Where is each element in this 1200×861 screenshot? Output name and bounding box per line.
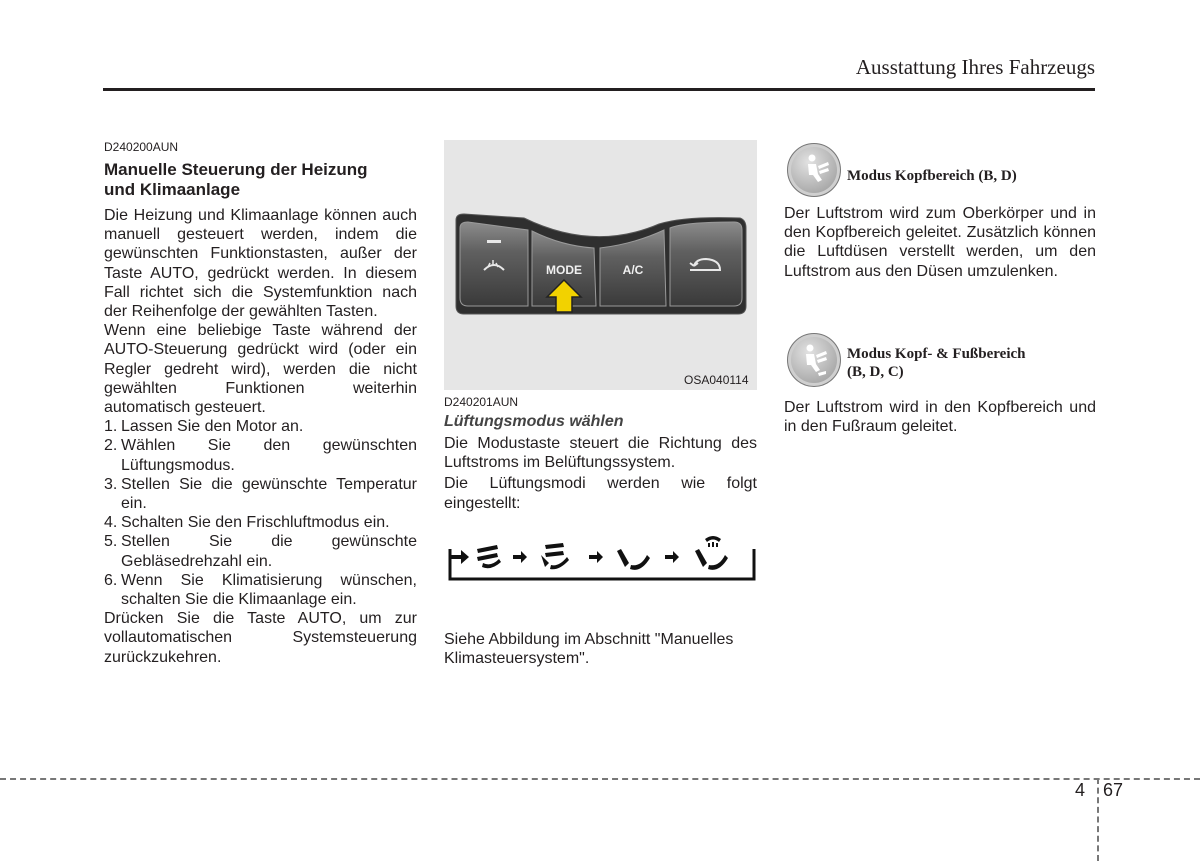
page-number: 67 <box>1103 780 1124 800</box>
mode-button-label: MODE <box>546 263 582 277</box>
arrow-right-icon <box>450 550 469 564</box>
climate-control-buttons-illustration <box>444 140 757 390</box>
list-item: 1. Lassen Sie den Motor an. <box>104 418 304 436</box>
section-subheading: Lüftungsmodus wählen <box>444 413 624 430</box>
bi-level-mode-icon <box>541 543 569 569</box>
mode-title: Modus Kopfbereich (B, D) <box>847 168 1017 184</box>
paragraph: Der Luftstrom wird in den Kopfbereich und in den Fußraum geleitet. <box>784 399 1096 436</box>
list-item: 3. Stellen Sie die gewünschte Temperatur ein. <box>104 475 417 513</box>
chapter-number: 4 <box>1075 780 1086 800</box>
vent-mode-sequence-diagram <box>447 533 759 583</box>
page-header-title: Ausstattung Ihres Fahrzeugs <box>855 55 1095 79</box>
bi-level-vent-icon <box>787 333 841 387</box>
section-code: D240201AUN <box>444 395 519 409</box>
middle-body <box>444 434 757 513</box>
list-item: 4. Schalten Sie den Frischluftmodus ein. <box>104 514 390 532</box>
section-heading: Manuelle Steuerung der Heizung und Klimaanlage <box>104 160 368 199</box>
paragraph: Die Heizung und Klimaanlage können auch manuell gesteuert werden, indem die gewünschten Funktionstasten, außer der Taste AUTO, gedrückt werden. In diesem Fall richtet sich die Systemfunktion nach der Reihenfolge der gewählten Tasten. <box>104 207 417 321</box>
ac-button-label: A/C <box>622 263 644 277</box>
arrow-right-icon <box>665 551 679 563</box>
arrow-right-icon <box>589 551 603 563</box>
figure-caption: OSA040114 <box>684 373 749 387</box>
list-item: 5. Stellen Sie die gewünschte Gebläsedrehzahl ein. <box>104 533 417 570</box>
paragraph: Drücken Sie die Taste AUTO, um zur vollautomatischen Systemsteuerung zurückzukehren. <box>104 610 417 666</box>
face-mode-icon <box>477 545 501 568</box>
list-item: 2. Wählen Sie den gewünschten Lüftungsmodus. <box>104 437 417 474</box>
paragraph: Der Luftstrom wird zum Oberkörper und in den Kopfbereich geleitet. Zusätzlich können die Luftdüsen verstellt werden, um den Luftstrom aus den Düsen umzulenken. <box>784 205 1096 280</box>
section-code: D240200AUN <box>104 140 179 154</box>
header-rule <box>103 88 1095 91</box>
floor-defrost-mode-icon <box>695 536 728 570</box>
paragraph: Die Lüftungsmodi werden wie folgt eingestellt: <box>444 475 757 512</box>
arrow-right-icon <box>513 551 527 563</box>
paragraph: Wenn eine beliebige Taste während der AUTO-Steuerung gedrückt wird (oder ein Regler gedreht wird), werden die nicht gewählten Funktionen weiterhin automatisch gesteuert. <box>104 322 417 417</box>
section-body <box>104 206 417 667</box>
floor-mode-icon <box>617 549 650 570</box>
recirculation-button[interactable] <box>670 222 742 306</box>
paragraph: Siehe Abbildung im Abschnitt "Manuelles Klimasteuersystem". <box>444 631 734 668</box>
mode-title: Modus Kopf- & Fußbereich (B, D, C) <box>847 346 1026 380</box>
footer-rule <box>0 778 1200 780</box>
left-column <box>104 140 417 667</box>
list-item: 6. Wenn Sie Klimatisierung wünschen, schalten Sie die Klimaanlage ein. <box>104 571 417 609</box>
paragraph: Die Modustaste steuert die Richtung des Luftstroms im Belüftungssystem. <box>444 435 757 472</box>
control-panel-photo <box>444 140 757 390</box>
footer-divider <box>1097 778 1099 861</box>
face-vent-icon <box>787 143 841 197</box>
